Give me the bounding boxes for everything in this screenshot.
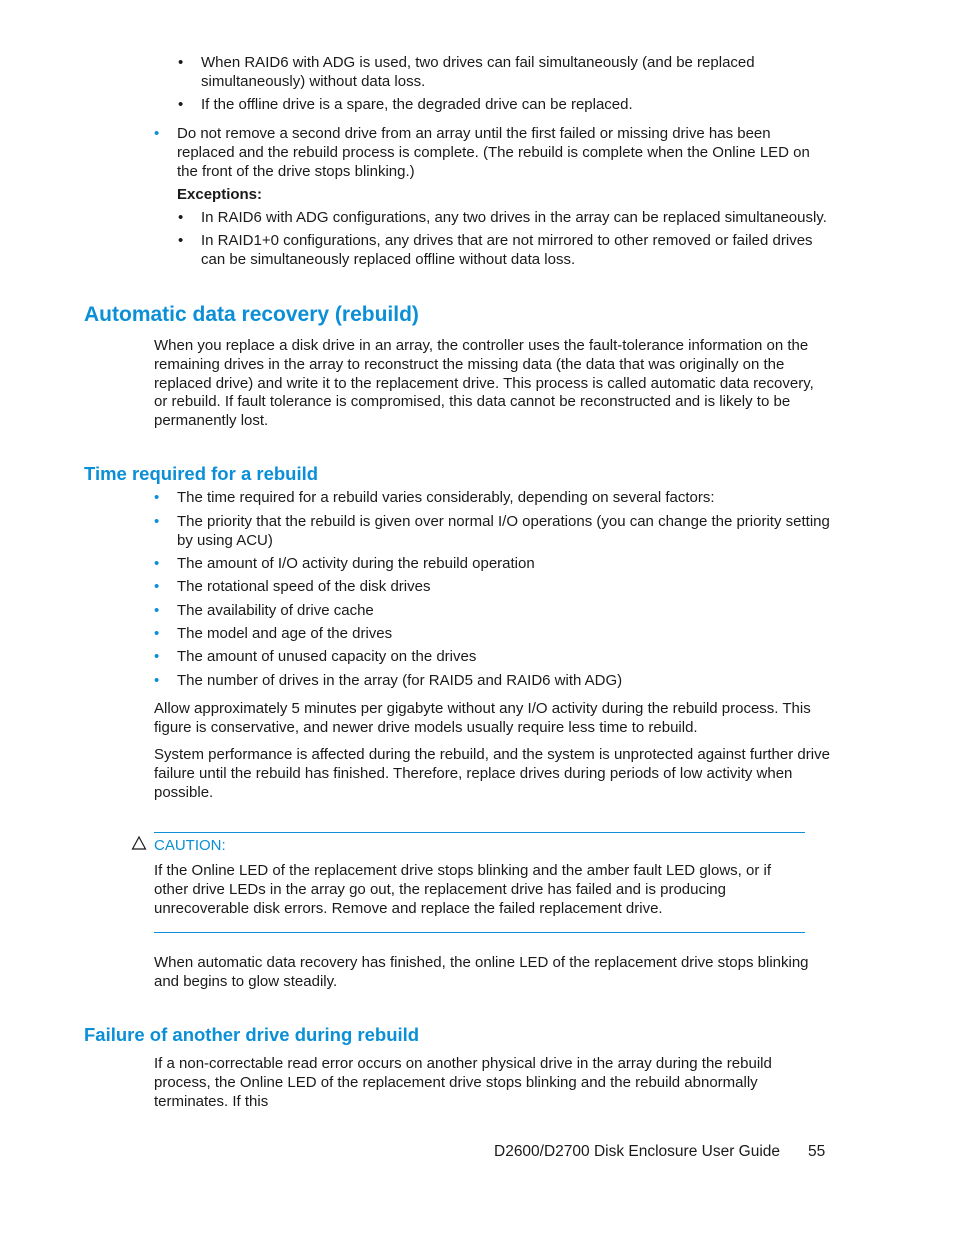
list-item [154, 672, 830, 691]
caution-bottom-rule [154, 932, 805, 933]
list-item [178, 209, 830, 228]
list-item-text: The availability of drive cache [177, 602, 374, 619]
list-item [154, 513, 830, 551]
bullet-marker: • [154, 489, 160, 506]
list-item [154, 125, 830, 181]
rebuild-time-paragraph: Allow approximately 5 minutes per gigabyte without any I/O activity during the rebuild process. This figure is conservative, and newer drive models usually require less time to rebuild. [154, 700, 811, 736]
after-caution-paragraph: When automatic data recovery has finished, the online LED of the replacement drive stops blinking and begins to glow steadily. [154, 954, 809, 990]
list-item-text: The amount of unused capacity on the drives [177, 648, 477, 665]
performance-paragraph: System performance is affected during the rebuild, and the system is unprotected against further drive failure until the rebuild has finished. Therefore, replace drives during periods of low activity when possible. [154, 746, 830, 801]
list-item-text: In RAID6 with ADG configurations, any two drives in the array can be replaced simultaneously. [201, 209, 827, 226]
list-item-text: The time required for a rebuild varies considerably, depending on several factors: [177, 489, 715, 506]
bullet-marker: • [154, 578, 160, 595]
caution-top-rule [154, 832, 805, 833]
bullet-marker: • [178, 209, 184, 226]
bullet-marker: • [178, 54, 184, 71]
list-item [154, 625, 830, 644]
bullet-marker: • [154, 672, 160, 689]
list-item [154, 602, 830, 621]
list-item [178, 96, 830, 115]
list-item-text: The rotational speed of the disk drives [177, 578, 431, 595]
bullet-marker: • [154, 602, 160, 619]
list-item-text: If the offline drive is a spare, the degraded drive can be replaced. [201, 96, 633, 113]
section-heading-time: Time required for a rebuild [84, 463, 319, 484]
list-item-text: Do not remove a second drive from an array until the first failed or missing drive has been replaced and the rebuild process is complete. (The rebuild is complete when the Online LED on the front of the drive stops blinking.) [177, 125, 810, 180]
bullet-marker: • [178, 96, 184, 113]
list-item-text: In RAID1+0 configurations, any drives that are not mirrored to other removed or failed drives can be simultaneously replaced offline without data loss. [201, 232, 813, 268]
list-item [154, 555, 830, 574]
failure-paragraph: If a non-correctable read error occurs on another physical drive in the array during the rebuild process, the Online LED of the replacement drive stops blinking and the rebuild abnormally terminates. If this [154, 1055, 772, 1110]
bullet-marker: • [154, 555, 160, 572]
page-number: 55 [808, 1143, 826, 1160]
list-item-text: The priority that the rebuild is given over normal I/O operations (you can change the priority setting by using ACU) [177, 513, 830, 549]
rebuild-paragraph: When you replace a disk drive in an array, the controller uses the fault-tolerance information on the remaining drives in the array to reconstruct the missing data (the data that was originally on the replaced drive) and write it to the replacement drive. This process is called automatic data recovery, or rebuild. If fault tolerance is compromised, this data cannot be reconstructed and is likely to be permanently lost. [154, 337, 814, 430]
bullet-marker: • [154, 513, 160, 530]
exceptions-label: Exceptions: [177, 186, 263, 203]
caution-label: CAUTION: [154, 837, 226, 854]
warning-triangle-icon [131, 835, 147, 851]
list-item-text: The amount of I/O activity during the rebuild operation [177, 555, 535, 572]
list-item-text: The number of drives in the array (for RAID5 and RAID6 with ADG) [177, 672, 623, 689]
list-item-text: When RAID6 with ADG is used, two drives can fail simultaneously (and be replaced simultaneously) without data loss. [201, 54, 755, 90]
list-item [178, 54, 830, 92]
list-item [154, 489, 830, 508]
section-heading-rebuild: Automatic data recovery (rebuild) [84, 303, 419, 326]
bullet-marker: • [154, 125, 160, 142]
bullet-marker: • [178, 232, 184, 249]
bullet-marker: • [154, 648, 160, 665]
list-item-text: The model and age of the drives [177, 625, 393, 642]
caution-text: If the Online LED of the replacement drive stops blinking and the amber fault LED glows, or if other drive LEDs in the array go out, the replacement drive has failed and is producing unrecoverable disk errors. Remove and replace the failed replacement drive. [154, 862, 771, 917]
list-item [178, 232, 830, 270]
list-item [154, 648, 830, 667]
list-item [154, 578, 830, 597]
footer-title: D2600/D2700 Disk Enclosure User Guide [494, 1143, 781, 1160]
bullet-marker: • [154, 625, 160, 642]
section-heading-failure: Failure of another drive during rebuild [84, 1024, 420, 1045]
